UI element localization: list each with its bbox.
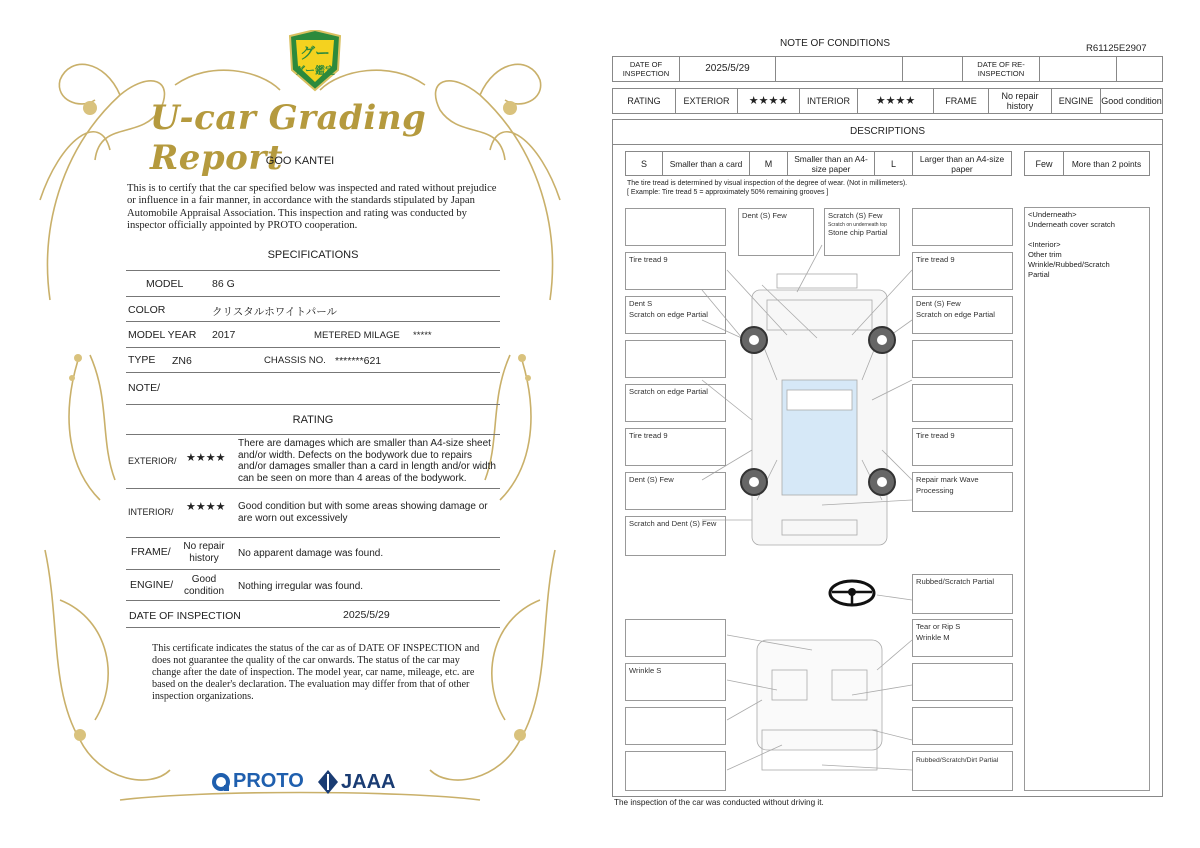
legend-m-text: Smaller than an A4-size paper [788, 152, 875, 175]
note-box-tire-rear-left: Tire tread 9 [625, 428, 726, 466]
note-box [912, 707, 1013, 745]
svg-text:グー鑑定: グー鑑定 [295, 66, 335, 77]
note-box-rear: Scratch and Dent (S) Few [625, 516, 726, 556]
note-box-rear-right: Repair mark Wave Processing [912, 472, 1013, 512]
legend-few-key: Few [1025, 152, 1064, 175]
note-label: NOTE/ [128, 382, 161, 394]
note-text: Scratch on underneath top [828, 221, 887, 228]
model-year-label: MODEL YEAR [128, 329, 197, 341]
interior-label: INTERIOR [800, 89, 858, 113]
metered-mileage-value: ***** [413, 330, 432, 341]
chassis-value: *******621 [335, 355, 382, 367]
legend-s-key: S [626, 152, 663, 175]
date-of-inspection-label: DATE OF INSPECTION [613, 57, 680, 81]
note-box-hood: Dent (S) Few [738, 208, 814, 256]
color-value: クリスタルホワイトパール [212, 306, 338, 318]
note-box-rear-seat: Rubbed/Scratch/Dirt Partial [912, 751, 1013, 791]
size-legend [625, 151, 1012, 176]
tire-note-2: [ Example: Tire tread 5 = approximately 50% remaining grooves ] [627, 189, 829, 196]
note-box-steering: Rubbed/Scratch Partial [912, 574, 1013, 614]
empty-cell [1117, 57, 1162, 81]
frame-label: FRAME/ [131, 546, 171, 558]
interior-description: Good condition but with some areas showing damage or are worn out excessively [238, 501, 488, 524]
model-label: MODEL [146, 278, 184, 290]
note-box-rear-left: Dent (S) Few [625, 472, 726, 510]
exterior-label: EXTERIOR [676, 89, 738, 113]
descriptions-heading: DESCRIPTIONS [612, 119, 1163, 145]
date-of-inspection-value: 2025/5/29 [343, 609, 390, 621]
certificate-title: U-car Grading Report [150, 98, 427, 178]
certificate-subtitle: GOO KANTEI [265, 155, 335, 167]
note-box [625, 208, 726, 246]
proto-logo: PROTO [212, 770, 304, 793]
exterior-stars: ★★★★ [738, 89, 800, 113]
certificate-disclaimer: This certificate indicates the status of the car as of DATE OF INSPECTION and does not guarantee the quality of the car onwards. The status of the car may change after the date of inspection. The model year, car name, mileage, etc. are based on the dealer's declaration. The evaluation may differ from that of other inspection organizations. [152, 643, 480, 703]
type-label: TYPE [128, 354, 156, 366]
note-box [625, 340, 726, 378]
steering-wheel-icon [830, 581, 874, 605]
jaaa-logo-icon [318, 770, 338, 794]
date-of-reinspection-label: DATE OF RE-INSPECTION [963, 57, 1040, 81]
engine-label: ENGINE/ [130, 579, 174, 591]
empty-cell [776, 57, 903, 81]
note-box-tire-rear-right: Tire tread 9 [912, 428, 1013, 466]
report-id: R61125E2907 [1086, 43, 1147, 54]
few-legend [1024, 151, 1150, 176]
inspection-date-row [612, 56, 1163, 82]
note-text: Scratch (S) Few [828, 211, 883, 220]
legend-l-text: Larger than an A4-size paper [919, 153, 1005, 174]
rating-row [612, 88, 1163, 114]
note-box-front [824, 208, 900, 256]
note-box-front-right: Dent (S) Few Scratch on edge Partial [912, 296, 1013, 334]
note-box-left-side: Scratch on edge Partial [625, 384, 726, 422]
type-value: ZN6 [172, 355, 192, 367]
note-box-tire-front-left: Tire tread 9 [625, 252, 726, 290]
engine-label: ENGINE [1052, 89, 1101, 113]
model-year-value: 2017 [212, 329, 236, 341]
model-value: 86 G [212, 278, 235, 290]
sheet-title: NOTE OF CONDITIONS [780, 38, 890, 49]
note-box [625, 707, 726, 745]
note-box [625, 619, 726, 657]
exterior-description: There are damages which are smaller than A4-size sheet and/or width. Defects on the bodywork due to repairs and/or damages smaller than a card in length and/or width can be seen on more than 4 areas of the bodywork. [238, 438, 496, 484]
metered-mileage-label: METERED MILAGE [314, 330, 400, 341]
legend-m-key: M [750, 152, 788, 175]
note-box [912, 340, 1013, 378]
date-of-inspection-value: 2025/5/29 [680, 57, 776, 81]
interior-stars: ★★★★ [858, 89, 934, 113]
sheet-footer: The inspection of the car was conducted without driving it. [614, 798, 824, 807]
interior-stars: ★★★★ [186, 501, 226, 513]
certificate-intro: This is to certify that the car specified below was inspected and rated without prejudice or influence in a fair manner, in accordance with the standards stipulated by Japan Automobile Appraisal Association. This inspection and rating was conducted by inspector officially appointed by PROTO cooperation. [127, 183, 497, 232]
date-of-inspection-label: DATE OF INSPECTION [129, 610, 241, 622]
note-box [912, 208, 1013, 246]
frame-label: FRAME [934, 89, 989, 113]
note-text: Stone chip Partial [828, 227, 888, 237]
chassis-label: CHASSIS NO. [264, 355, 326, 366]
exterior-stars: ★★★★ [186, 452, 226, 464]
rating-heading: RATING [292, 414, 334, 426]
description-panel: <Underneath> Underneath cover scratch <Interior> Other trim Wrinkle/Rubbed/Scratch Partial [1024, 207, 1150, 791]
note-box-front-left: Dent S Scratch on edge Partial [625, 296, 726, 334]
frame-value: No repair history [989, 89, 1052, 113]
tire-note-1: The tire tread is determined by visual inspection of the degree of wear. (Not in millimeters). [627, 180, 908, 187]
color-label: COLOR [128, 304, 166, 316]
empty-cell [1040, 57, 1117, 81]
engine-value: Good condition [183, 574, 225, 597]
frame-value: No repair history [183, 541, 225, 564]
note-box [912, 384, 1013, 422]
frame-description: No apparent damage was found. [238, 548, 384, 559]
proto-logo-icon [212, 771, 230, 793]
legend-l-key: L [875, 152, 913, 175]
note-box-tire-front-right: Tire tread 9 [912, 252, 1013, 290]
note-box-seat-front: Tear or Rip S Wrinkle M [912, 619, 1013, 657]
exterior-label: EXTERIOR/ [128, 456, 177, 466]
note-box [625, 751, 726, 791]
engine-description: Nothing irregular was found. [238, 581, 364, 592]
rating-label: RATING [613, 89, 676, 113]
goo-kantei-badge-icon [286, 30, 344, 92]
note-box [912, 663, 1013, 701]
specifications-heading: SPECIFICATIONS [267, 249, 359, 261]
engine-value: Good condition [1101, 96, 1162, 106]
svg-text:グー: グー [299, 44, 331, 62]
interior-label: INTERIOR/ [128, 507, 174, 517]
jaaa-logo: JAAA [318, 770, 395, 794]
legend-s-text: Smaller than a card [663, 152, 750, 175]
empty-cell [903, 57, 963, 81]
note-box-seat-left: Wrinkle S [625, 663, 726, 701]
legend-few-text: More than 2 points [1071, 158, 1142, 169]
